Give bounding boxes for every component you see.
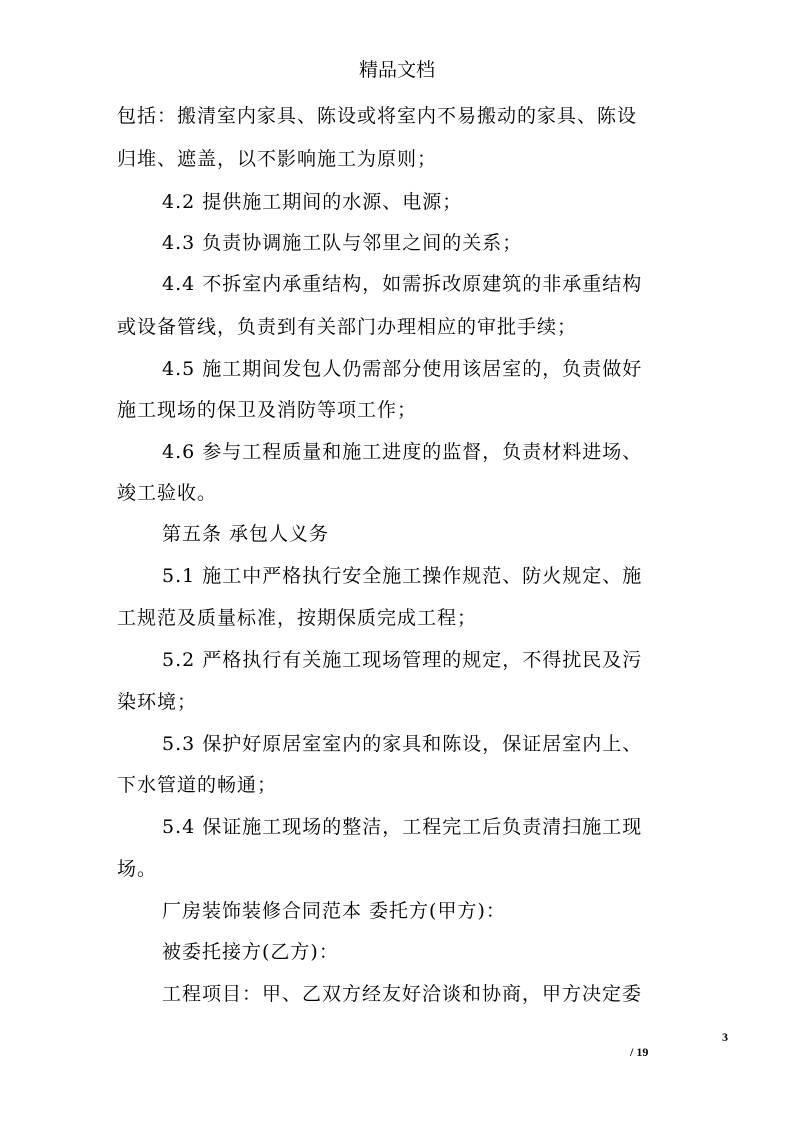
page-header-title: 精品文档 (358, 59, 435, 81)
text-line: 归堆、遮盖，以不影响施工为原则； (117, 148, 438, 170)
text-line: 5.1 施工中严格执行安全施工操作规范、防火规定、施 (162, 565, 643, 587)
text-line: 场。 (117, 858, 158, 880)
text-line: 被委托接方(乙方)： (162, 941, 339, 963)
page-total: / 19 (630, 1045, 649, 1059)
text-line: 4.3 负责协调施工队与邻里之间的关系； (162, 232, 523, 254)
text-line: 5.3 保护好原居室室内的家具和陈设，保证居室内上、 (162, 733, 643, 755)
text-line: 竣工验收。 (117, 482, 218, 504)
text-line: 下水管道的畅通； (117, 774, 278, 796)
text-line: 5.4 保证施工现场的整洁，工程完工后负责清扫施工现 (162, 816, 643, 838)
section-heading: 第五条 承包人义务 (162, 523, 330, 545)
text-line: 4.5 施工期间发包人仍需部分使用该居室的，负责做好 (162, 358, 643, 380)
text-line: 工程项目：甲、乙双方经友好洽谈和协商，甲方决定委 (162, 983, 643, 1005)
text-line: 包括：搬清室内家具、陈设或将室内不易搬动的家具、陈设 (117, 105, 638, 127)
text-line: 工规范及质量标准，按期保质完成工程； (117, 607, 478, 629)
text-line: 5.2 严格执行有关施工现场管理的规定，不得扰民及污 (162, 649, 643, 671)
text-line: 施工现场的保卫及消防等项工作； (117, 399, 418, 421)
text-line: 4.6 参与工程质量和施工进度的监督，负责材料进场、 (162, 441, 643, 463)
text-line: 或设备管线，负责到有关部门办理相应的审批手续； (117, 316, 578, 338)
text-line: 4.2 提供施工期间的水源、电源； (162, 191, 463, 213)
text-line: 4.4 不拆室内承重结构，如需拆改原建筑的非承重结构 (162, 273, 643, 295)
text-line: 染环境； (117, 691, 198, 713)
page-number: 3 (722, 1030, 728, 1044)
text-line: 厂房装饰装修合同范本 委托方(甲方)： (162, 900, 506, 922)
